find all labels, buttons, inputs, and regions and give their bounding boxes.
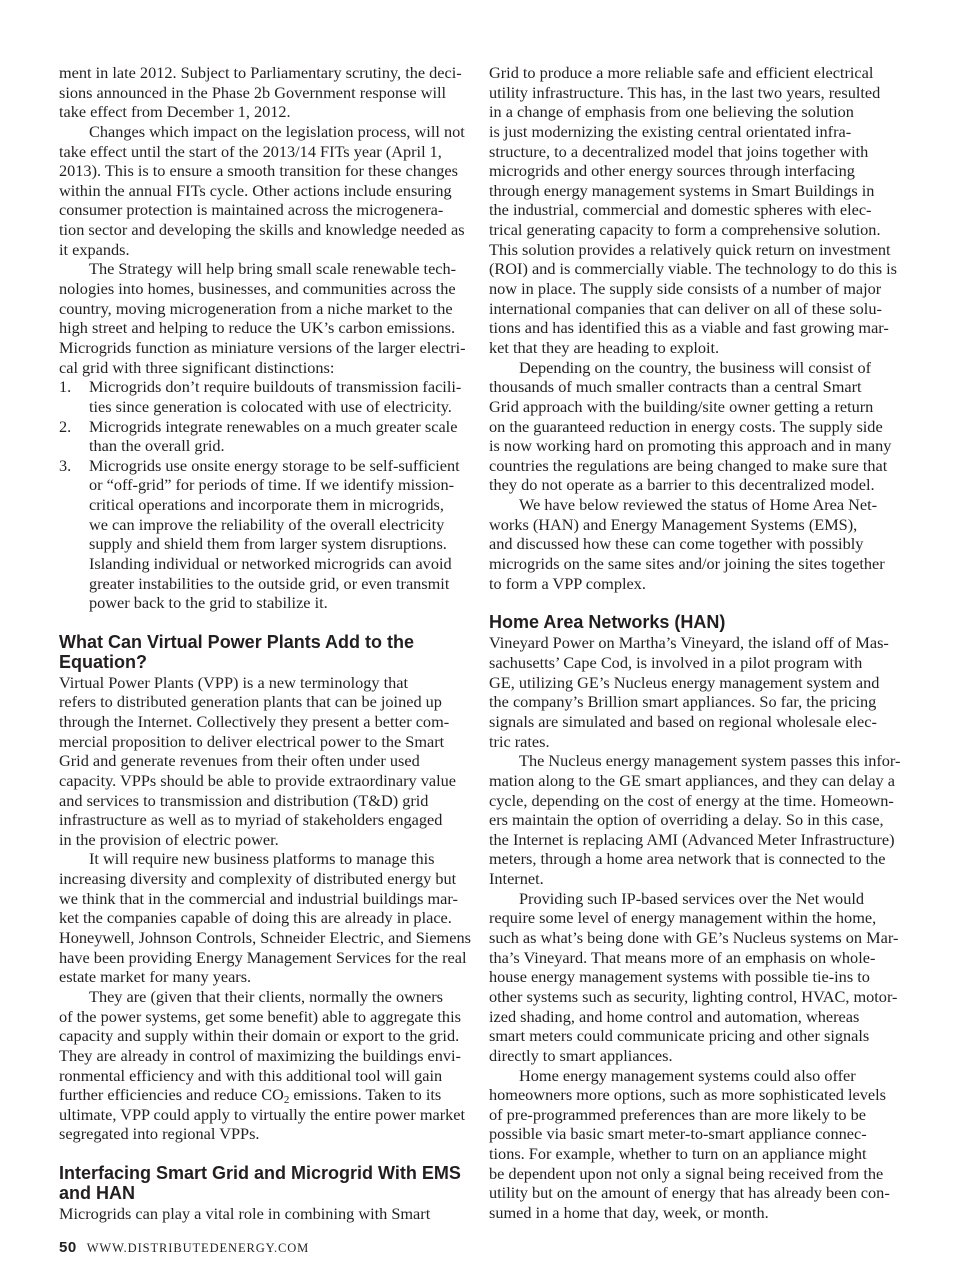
text-line: nologies into homes, businesses, and communities across the <box>59 279 456 299</box>
text-line: in the provision of electric power. <box>59 829 279 849</box>
text-line: sions announced in the Phase 2b Government response will <box>59 82 447 102</box>
text-line: Grid approach with the building/site owner getting a return <box>489 396 874 416</box>
section-heading-interfacing <box>59 1164 464 1203</box>
paragraph <box>489 358 901 495</box>
text-line: capacity. VPPs should be able to provide extraordinary value <box>59 770 456 790</box>
text-fragment: emissions. Taken to its <box>289 1085 442 1105</box>
text-line: ket the companies capable of doing this are already in place. <box>59 908 452 928</box>
list-item <box>59 417 464 456</box>
text-line: they do not operate as a barrier to this decentralized model. <box>489 475 875 495</box>
text-line: refers to distributed generation plants that can be joined up <box>59 692 442 712</box>
list-number: 3. <box>59 455 72 475</box>
paragraph <box>489 633 901 751</box>
text-line: is just modernizing the existing central orientated infra- <box>489 121 852 141</box>
text-line: and services to transmission and distribution (T&D) grid <box>59 790 429 810</box>
text-line: mercial proposition to deliver electrical power to the Smart <box>59 731 445 751</box>
text-line: meters, through a home area network that is connected to the <box>489 849 886 869</box>
paragraph <box>59 259 464 377</box>
text-line: supply and shield them from larger system disruptions. <box>89 534 447 554</box>
text-line: power back to the grid to stabilize it. <box>89 593 328 613</box>
text-line: smart meters could communicate pricing and other signals <box>489 1026 870 1046</box>
text-line: and discussed how these can come together with possibly <box>489 534 864 554</box>
text-line: require some level of energy management within the home, <box>489 908 877 928</box>
text-line: signals are simulated and based on regional wholesale elec- <box>489 712 877 731</box>
text-line: Grid to produce a more reliable safe and efficient electrical <box>489 63 874 82</box>
text-line: through energy management systems in Smart Buildings in <box>489 180 875 200</box>
text-line: Grid and generate revenues from their often under used <box>59 751 420 771</box>
text-line: of pre-programmed preferences than are more likely to be <box>489 1104 867 1124</box>
paragraph <box>59 987 464 1144</box>
text-line: cycle, depending on the cost of energy at the time. Homeown- <box>489 790 894 810</box>
text-line: ized shading, and home control and automation, whereas <box>489 1006 860 1026</box>
text-line: estate market for many years. <box>59 967 252 987</box>
text-line: through the Internet. Collectively they present a better com- <box>59 712 450 731</box>
text-line: Providing such IP-based services over the Net would <box>519 888 864 908</box>
text-fragment: further efficiencies and reduce CO <box>59 1085 284 1105</box>
text-line: is now working hard on promoting this approach and in many <box>489 436 892 456</box>
section-heading-han <box>489 613 901 633</box>
paragraph <box>489 495 901 593</box>
text-line: ment in late 2012. Subject to Parliamentary scrutiny, the deci- <box>59 63 462 82</box>
section-heading-vpp <box>59 633 464 672</box>
text-line: Microgrids can play a vital role in combining with Smart <box>59 1203 431 1223</box>
paragraph <box>489 63 901 358</box>
text-line: capacity and supply within their domain or export to the grid. <box>59 1026 460 1046</box>
text-line: They are (given that their clients, normally the owners <box>89 986 443 1006</box>
list-item <box>59 456 464 613</box>
subscript-2: 2 <box>283 1094 290 1107</box>
text-line: structure, to a decentralized model that joins together with <box>489 141 869 161</box>
text-line: (ROI) and is commercially viable. The technology to do this is <box>489 259 898 279</box>
text-line: The Strategy will help bring small scale renewable tech- <box>89 259 457 279</box>
text-line: high street and helping to reduce the UK’s carbon emissions. <box>59 318 456 338</box>
text-line: increasing diversity and complexity of distributed energy but <box>59 869 457 889</box>
text-line: the industrial, commercial and domestic spheres with elec- <box>489 200 872 220</box>
text-line: microgrids on the same sites and/or joining the sites together <box>489 554 885 574</box>
text-line: tha’s Vineyard. That means more of an emphasis on whole- <box>489 947 876 967</box>
paragraph <box>59 1204 464 1224</box>
text-line-co2 <box>59 1085 464 1105</box>
text-line: sachusetts’ Cape Cod, is involved in a pilot program with <box>489 653 863 673</box>
text-line: it expands. <box>59 239 130 259</box>
numbered-list <box>59 377 464 613</box>
heading-line: Home Area Networks (HAN) <box>489 612 726 633</box>
text-line: have been providing Energy Management Services for the real <box>59 947 467 967</box>
text-line: tions. For example, whether to turn on an appliance might <box>489 1144 867 1164</box>
text-line: infrastructure as well as to myriad of stakeholders engaged <box>59 810 443 830</box>
text-line: homeowners more options, such as more sophisticated levels <box>489 1085 886 1105</box>
heading-line: and HAN <box>59 1182 135 1203</box>
text-line: We have below reviewed the status of Home Area Net- <box>519 495 878 515</box>
text-line: sumed in a home that day, week, or month. <box>489 1203 769 1223</box>
text-line: critical operations and incorporate them in microgrids, <box>89 495 444 515</box>
text-line: The Nucleus energy management system passes this infor- <box>519 751 901 771</box>
text-line: Virtual Power Plants (VPP) is a new terminology that <box>59 672 409 692</box>
text-line: or “off-grid” for periods of time. If we identify mission- <box>89 475 455 495</box>
text-line: ronmental efficiency and with this additional tool will gain <box>59 1065 443 1085</box>
text-line: cal grid with three significant distinctions: <box>59 357 335 377</box>
page-footer <box>59 1239 309 1259</box>
text-line: works (HAN) and Energy Management Systems (EMS), <box>489 514 858 534</box>
text-line: Honeywell, Johnson Controls, Schneider Electric, and Siemens <box>59 928 471 948</box>
text-line: trical generating capacity to form a comprehensive solution. <box>489 220 881 240</box>
text-line: on the guaranteed reduction in energy costs. The supply side <box>489 416 883 436</box>
text-line: be dependent upon not only a signal being received from the <box>489 1163 884 1183</box>
text-line: ties since generation is colocated with use of electricity. <box>89 396 452 416</box>
paragraph <box>59 673 464 850</box>
text-line: within the annual FITs cycle. Other actions include ensuring <box>59 180 452 200</box>
paragraph <box>59 122 464 259</box>
text-line: Microgrids don’t require buildouts of transmission facili- <box>89 377 462 397</box>
text-line: we think that in the commercial and industrial buildings mar- <box>59 888 458 908</box>
text-line: Internet. <box>489 869 544 889</box>
text-line: to form a VPP complex. <box>489 573 646 593</box>
text-line: utility infrastructure. This has, in the last two years, resulted <box>489 82 881 102</box>
text-line: Changes which impact on the legislation process, will not <box>89 121 465 141</box>
text-line: the company’s Brillion smart appliances. So far, the pricing <box>489 692 877 712</box>
paragraph <box>59 63 464 122</box>
text-line: possible via basic smart meter-to-smart appliance connec- <box>489 1124 867 1144</box>
heading-line: What Can Virtual Power Plants Add to the <box>59 631 415 652</box>
text-line: They are already in control of maximizing the buildings envi- <box>59 1045 461 1065</box>
text-line: of the power systems, get some benefit) able to aggregate this <box>59 1006 461 1026</box>
paragraph <box>489 1066 901 1223</box>
left-column <box>59 63 471 1224</box>
list-item <box>59 377 464 416</box>
text-line: other systems such as security, lighting control, HVAC, motor- <box>489 986 898 1006</box>
text-line: tric rates. <box>489 731 550 751</box>
text-line: we can improve the reliability of the overall electricity <box>89 514 445 534</box>
text-line: This solution provides a relatively quick return on investment <box>489 239 891 259</box>
text-line: tions and has identified this as a viable and fast growing mar- <box>489 318 889 338</box>
text-line: such as what’s being done with GE’s Nucleus systems on Mar- <box>489 928 899 948</box>
text-line: utility but on the amount of energy that has already been con- <box>489 1183 890 1203</box>
text-line: Home energy management systems could also offer <box>519 1065 856 1085</box>
text-line: 2013). This is to ensure a smooth transition for these changes <box>59 161 458 181</box>
text-line: greater instabilities to the outside grid, or even transmit <box>89 573 450 593</box>
list-number: 2. <box>59 416 72 436</box>
list-number: 1. <box>59 377 72 397</box>
text-line: now in place. The supply side consists of a number of major <box>489 279 882 299</box>
text-line: directly to smart appliances. <box>489 1045 673 1065</box>
text-line: in a change of emphasis from one believing the solution <box>489 102 854 122</box>
text-line: thousands of much smaller contracts than a central Smart <box>489 377 862 397</box>
heading-line: Equation? <box>59 651 147 672</box>
text-line: take effect from December 1, 2012. <box>59 102 291 122</box>
right-column <box>489 63 901 1223</box>
text-line: It will require new business platforms to manage this <box>89 849 435 869</box>
paragraph <box>489 889 901 1066</box>
text-line: house energy management systems with possible tie-ins to <box>489 967 870 987</box>
text-line: international companies that can deliver on all of these solu- <box>489 298 882 318</box>
text-line: Depending on the country, the business will consist of <box>519 357 872 377</box>
text-line: mation along to the GE smart appliances, and they can delay a <box>489 770 895 790</box>
text-line: ket that they are heading to exploit. <box>489 337 720 357</box>
text-line: GE, utilizing GE’s Nucleus energy management system and <box>489 672 880 692</box>
text-line: countries the regulations are being changed to make sure that <box>489 455 888 475</box>
footer-website: WWW.DISTRIBUTEDENERGY.COM <box>86 1241 310 1255</box>
text-line: segregated into regional VPPs. <box>59 1124 260 1144</box>
heading-line: Interfacing Smart Grid and Microgrid With EMS <box>59 1163 461 1184</box>
text-line: the Internet is replacing AMI (Advanced Meter Infrastructure) <box>489 829 895 849</box>
text-line: Microgrids integrate renewables on a much greater scale <box>89 416 458 436</box>
text-line: Vineyard Power on Martha’s Vineyard, the island off of Mas- <box>489 633 889 653</box>
paragraph <box>59 849 471 987</box>
text-line: Islanding individual or networked microgrids can avoid <box>89 554 452 574</box>
text-line: tion sector and developing the skills and knowledge needed as <box>59 220 465 240</box>
text-line: consumer protection is maintained across the microgenera- <box>59 200 444 220</box>
text-line: ultimate, VPP could apply to virtually the entire power market <box>59 1104 466 1124</box>
page-number: 50 <box>59 1239 77 1256</box>
text-line: ers maintain the option of overriding a delay. So in this case, <box>489 810 884 830</box>
text-line: country, moving microgeneration from a niche market to the <box>59 298 453 318</box>
text-line: than the overall grid. <box>89 436 225 456</box>
text-line: Microgrids function as miniature versions of the larger electri- <box>59 337 466 357</box>
text-line: take effect until the start of the 2013/14 FITs year (April 1, <box>59 141 442 161</box>
text-line: Microgrids use onsite energy storage to be self-sufficient <box>89 455 460 475</box>
paragraph <box>489 751 901 888</box>
text-line: microgrids and other energy sources through interfacing <box>489 161 855 181</box>
